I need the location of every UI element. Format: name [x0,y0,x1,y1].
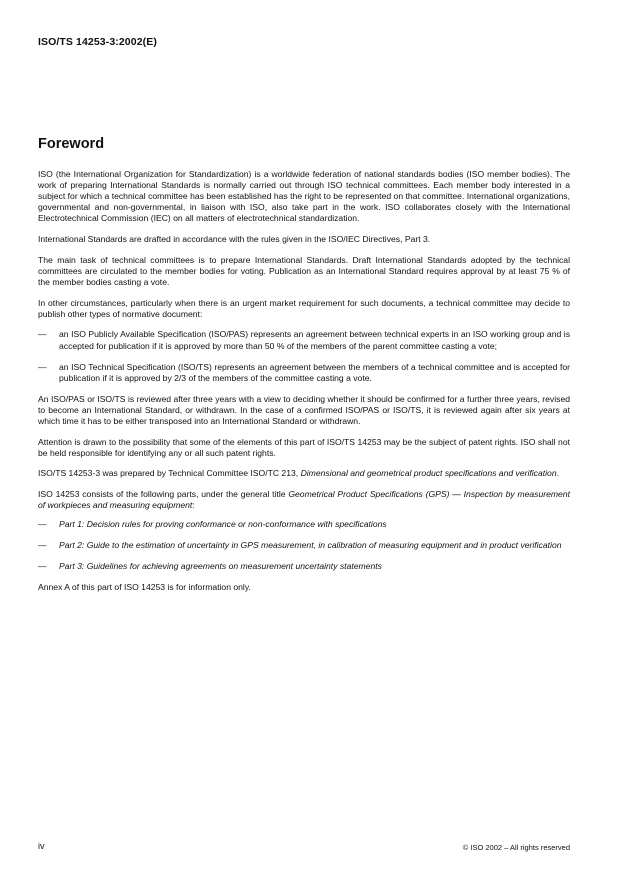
list-item-text: an ISO Technical Specification (ISO/TS) represents an agreement between the members of a technical committee and is accepted for publication if it is approved by 2/3 of the members of the committee casting a vote. [59,361,570,383]
parts-intro-text: ISO 14253 consists of the following parts, under the general title [38,489,289,500]
general-title: Geometrical Product Specifications (GPS) — Inspection by measurement of workpieces and measuring equipment [38,489,570,511]
dash-marker: — [38,539,47,550]
list-item-text: Part 1: Decision rules for proving conformance or non-conformance with specifications [59,518,387,529]
committee-title: Dimensional and geometrical product specifications and verification [300,468,557,479]
list-item-part-2 [38,540,570,551]
paragraph-review: An ISO/PAS or ISO/TS is reviewed after three years with a view to deciding whether it should be confirmed for a further three years, revised to become an International Standard, or withdrawn. In the case of a confirmed ISO/PAS or ISO/TS, it is reviewed again after six years at which time it has to be either transposed into an International Standard or withdrawn. [38,393,570,426]
page-title: Foreword [38,136,105,152]
dash-marker: — [38,361,47,372]
dash-marker: — [38,561,47,571]
list-item-text: an ISO Publicly Available Specification (ISO/PAS) represents an agreement between technical experts in an ISO working group and is accepted for publication if it is approved by more than 50 % of the members of the parent committee casting a vote; [59,329,570,351]
list-item-iso-ts [38,362,570,384]
list-item-part-1 [38,519,570,530]
foreword-body [38,169,570,603]
paragraph-parts-intro [38,489,570,511]
list-item-iso-pas [38,329,570,351]
prepared-by-text: ISO/TS 14253-3 was prepared by Technical Committee ISO/TC 213, [38,468,301,479]
paragraph-iso-intro: ISO (the International Organization for Standardization) is a worldwide federation of national standards bodies (ISO member bodies). The work of preparing International Standards is normally carried out through ISO technical committees. Each member body interested in a subject for which a technical committee has been established has the right to be represented on that committee. International organizations, governmental and non-governmental, in liaison with ISO, also take part in the work. ISO collaborates closely with the International Electrotechnical Commission (IEC) on all matters of electrotechnical standardization. [38,169,570,224]
paragraph-annex: Annex A of this part of ISO 14253 is for information only. [38,582,251,593]
copyright-notice: © ISO 2002 – All rights reserved [462,843,570,852]
document-id-header: ISO/TS 14253-3:2002(E) [38,36,157,48]
prepared-by-end: . [556,468,559,479]
paragraph-patent-rights: Attention is drawn to the possibility that some of the elements of this part of ISO/TS 14253 may be the subject of patent rights. ISO shall not be held responsible for identifying any or all such patent rights. [38,436,570,458]
list-item-text: Part 2: Guide to the estimation of uncertainty in GPS measurement, in calibration of measuring equipment and in product verification [59,539,562,550]
list-item-text: Part 3: Guidelines for achieving agreements on measurement uncertainty statements [59,561,382,571]
paragraph-prepared-by [38,468,570,479]
dash-marker: — [38,329,47,340]
dash-marker: — [38,518,47,529]
parts-intro-end: : [192,500,195,511]
paragraph-main-task: The main task of technical committees is to prepare International Standards. Draft International Standards adopted by the technical committees are circulated to the member bodies for voting. Publication as an International Standard requires approval by at least 75 % of the member bodies casting a vote. [38,254,570,287]
paragraph-other-circumstances: In other circumstances, particularly when there is an urgent market requirement for such documents, a technical committee may decide to publish other types of normative document: [38,297,570,319]
paragraph-directives: International Standards are drafted in accordance with the rules given in the ISO/IEC Directives, Part 3. [38,234,431,245]
list-item-part-3 [38,561,570,572]
page-number: iv [38,841,45,851]
